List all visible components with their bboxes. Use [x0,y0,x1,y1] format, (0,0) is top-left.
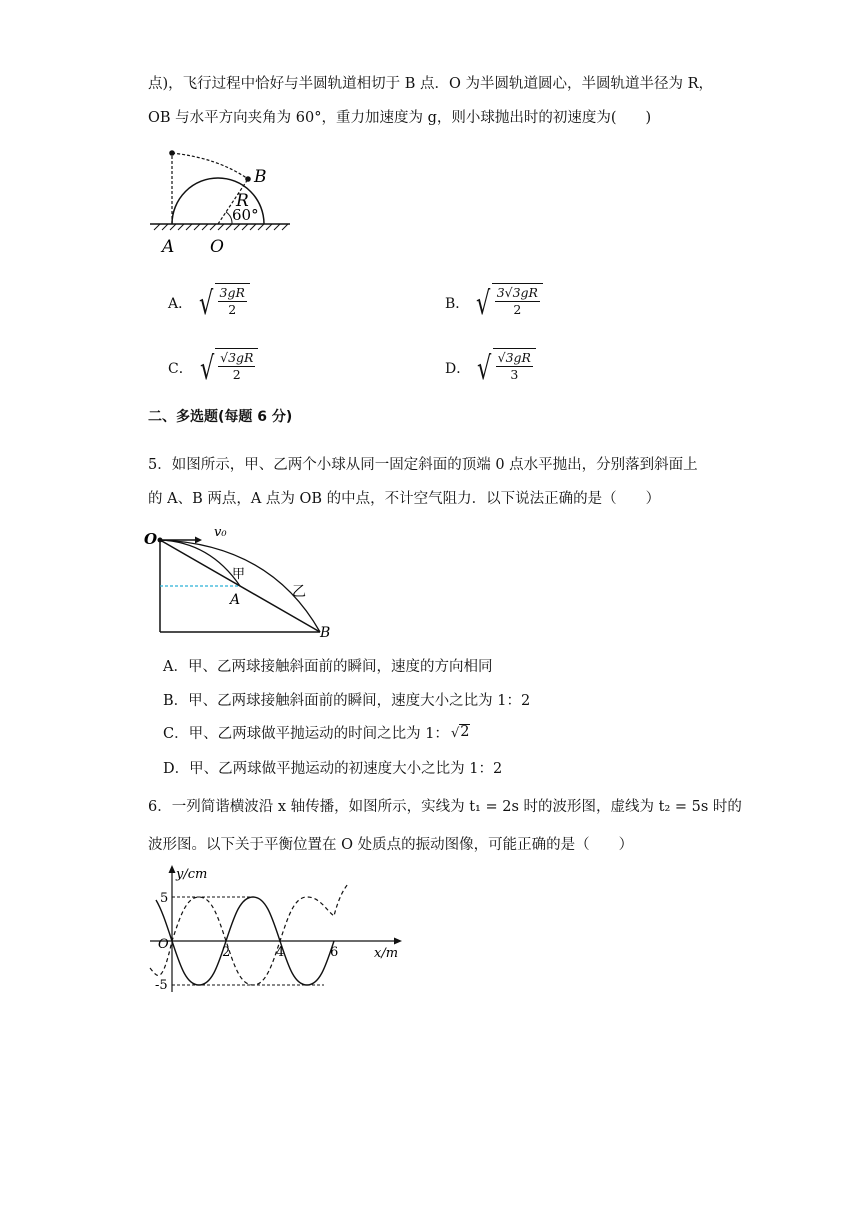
q4-text-line1: 点)，飞行过程中恰好与半圆轨道相切于 B 点．O 为半圆轨道圆心，半圆轨道半径为 R， [148,76,714,92]
option-text: C．甲、乙两球做平抛运动的时间之比为 1： [163,726,449,742]
q4-option-c[interactable] [168,348,258,388]
option-label: C． [168,361,193,377]
q5-option-b[interactable]: B．甲、乙两球接触斜面前的瞬间，速度大小之比为 1：2 [163,693,531,709]
label-x-axis: x/m [374,946,399,961]
q5-option-a[interactable]: A．甲、乙两球接触斜面前的瞬间，速度的方向相同 [163,659,493,675]
q4-option-d[interactable] [445,348,536,388]
label-angle: 60° [232,206,259,224]
label-x-6: 6 [330,945,339,960]
q5-text-line2: 的 A、B 两点，A 点为 OB 的中点，不计空气阻力．以下说法正确的是（ ） [148,491,661,507]
q5-option-c[interactable] [163,724,470,744]
denominator: 3 [510,367,519,382]
q5-text-line1: 5．如图所示，甲、乙两个小球从同一固定斜面的顶端 0 点水平抛出，分别落到斜面上 [148,457,698,473]
q6-text-line2: 波形图。以下关于平衡位置在 O 处质点的振动图像，可能正确的是（ ） [148,837,634,853]
option-label: D． [445,361,471,377]
sqrt-expression: √ $\frac{√3gR}{2}$ [197,348,259,388]
denominator: 2 [513,302,522,317]
numerator: √3gR [497,350,531,365]
sqrt-two: √ 2 [450,724,470,741]
label-y-neg: -5 [155,978,168,993]
sqrt-expression: √ $\frac{√3gR}{3}$ [474,348,536,388]
label-origin: O [158,937,169,952]
q5-figure [140,522,340,644]
q4-option-a[interactable] [168,283,250,323]
label-y-pos: 5 [160,891,169,906]
label-x-2: 2 [222,945,231,960]
q5-option-d[interactable]: D．甲、乙两球做平抛运动的初速度大小之比为 1：2 [163,761,503,777]
label-v0: v₀ [214,525,227,540]
label-yi: 乙 [292,584,306,600]
label-o: O [210,237,224,257]
option-label: A． [168,296,193,312]
numerator: 3gR [219,285,245,300]
q6-text-line1: 6．一列简谐横波沿 x 轴传播，如图所示，实线为 t₁ = 2s 时的波形图，虚线为 t₂ = 5s 时的 [148,799,742,815]
q4-figure [148,144,308,262]
numerator: √3gR [220,350,254,365]
q4-text-line2: OB 与水平方向夹角为 60°，重力加速度为 g，则小球抛出时的初速度为( ) [148,110,652,126]
denominator: 2 [232,367,241,382]
label-o: O [144,530,158,548]
label-r: R [236,191,249,211]
label-a: A [230,592,241,608]
section-heading: 二、多选题(每题 6 分) [148,409,293,425]
denominator: 2 [228,302,237,317]
q6-figure [140,860,410,1000]
sqrt-expression: √ $\frac{3√3gR}{2}$ [473,283,543,323]
label-x-4: 4 [276,945,285,960]
label-b: B [254,167,267,187]
label-y-axis: y/cm [176,867,208,882]
numerator: 3√3gR [496,285,538,300]
option-label: B． [445,296,470,312]
radicand: 2 [460,724,470,740]
dashed-waveform [150,884,348,985]
label-a: A [162,237,175,257]
sqrt-expression: √ $\frac{3gR}{2}$ [196,283,250,323]
label-jia: 甲 [232,567,246,582]
label-b: B [320,625,331,641]
q4-option-b[interactable] [445,283,543,323]
